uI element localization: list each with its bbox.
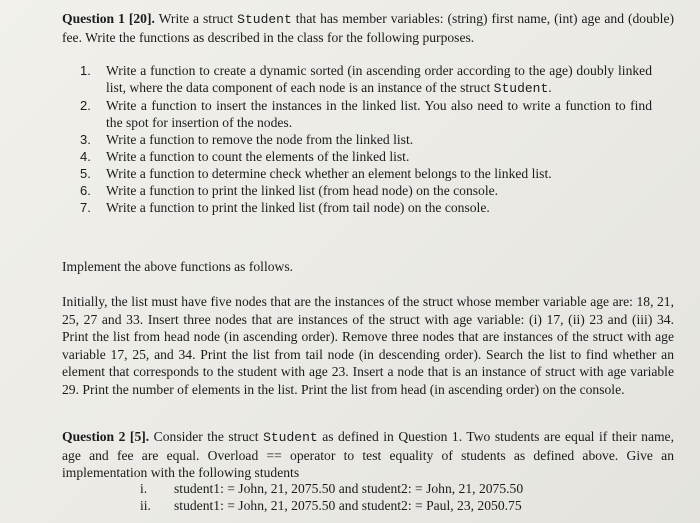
task-item — [80, 62, 652, 97]
task-number: 4. — [80, 149, 91, 164]
question-2-text-a: Consider the struct — [149, 429, 264, 444]
question-1-paragraph — [62, 10, 674, 46]
task-text: Write a function to print the linked list (from head node) on the console. — [106, 183, 499, 198]
task-text: Write a function to insert the instances in the linked list. You also need to write a function to find the spot for insertion of the nodes. — [106, 98, 652, 130]
task-item — [80, 165, 652, 182]
task-item — [80, 131, 652, 148]
task-text: Write a function to create a dynamic sorted (in ascending order according to the age) doubly linked list, where the data component of each node is an instance of the struct — [106, 63, 652, 95]
task-code: Student — [493, 81, 549, 96]
task-number: 7. — [80, 200, 91, 215]
task-text: Write a function to print the linked list (from tail node) on the console. — [106, 200, 490, 215]
question-1-intro-a: Write a struct — [154, 11, 238, 26]
question-1-intro-b: that has member variables: (string) first name, (int) age and (double) fee. Write the functions as described in the class for the following purposes. — [62, 11, 675, 45]
task-item — [80, 182, 652, 199]
question-2-heading: Question 2 [5]. — [62, 429, 150, 444]
task-number: 3. — [80, 132, 91, 147]
task-text: Write a function to determine check whether an element belongs to the linked list. — [106, 166, 552, 181]
example-number: i. — [140, 481, 148, 496]
question-2-paragraph — [62, 428, 674, 482]
example-item — [140, 497, 522, 514]
example-text: student1: = John, 21, 2075.50 and student2: = Paul, 23, 2050.75 — [174, 498, 522, 513]
task-number: 1. — [80, 63, 91, 78]
example-text: student1: = John, 21, 2075.50 and student2: = John, 21, 2075.50 — [174, 481, 524, 496]
task-item — [80, 148, 652, 165]
example-number: ii. — [140, 498, 151, 513]
task-number: 6. — [80, 183, 91, 198]
example-item — [140, 480, 523, 497]
question-1-struct-name: Student — [237, 12, 292, 27]
question-1-heading: Question 1 [20]. — [62, 11, 155, 26]
question-2-struct-name: Student — [263, 430, 318, 445]
implement-paragraph: Implement the above functions as follows. — [62, 259, 294, 274]
task-number: 5. — [80, 166, 91, 181]
task-text-end: . — [548, 80, 552, 95]
task-text: Write a function to count the elements of the linked list. — [106, 149, 410, 164]
task-item — [80, 199, 652, 216]
task-item — [80, 97, 652, 131]
task-list — [80, 62, 652, 216]
question-2-text-b: as defined in Question 1. Two students are equal if their name, age and fee are equal. Overload == operator to test equality of students as defined above. Give an implementation with the following students — [62, 429, 674, 480]
initially-paragraph: Initially, the list must have five nodes that are the instances of the struct whose member variable age are: 18, 21, 25, 27 and 33. Insert three nodes that are instances of the struct with age variable: (i) 17, (ii) 23 and (iii) 34. Print the list from head node (in ascending order). Remove three nodes that are instances of the struct with age variable 17, 25, and 34. Print the list from tail node (in descending order). Search the list to find whether an element that corresponds to the student with age 23. Insert a node that is an instance of struct with age variable 29. Print the number of elements in the list. Print the list from head (in ascending order) on the console. — [62, 294, 674, 397]
task-text: Write a function to remove the node from the linked list. — [106, 132, 414, 147]
task-number: 2. — [80, 98, 91, 113]
